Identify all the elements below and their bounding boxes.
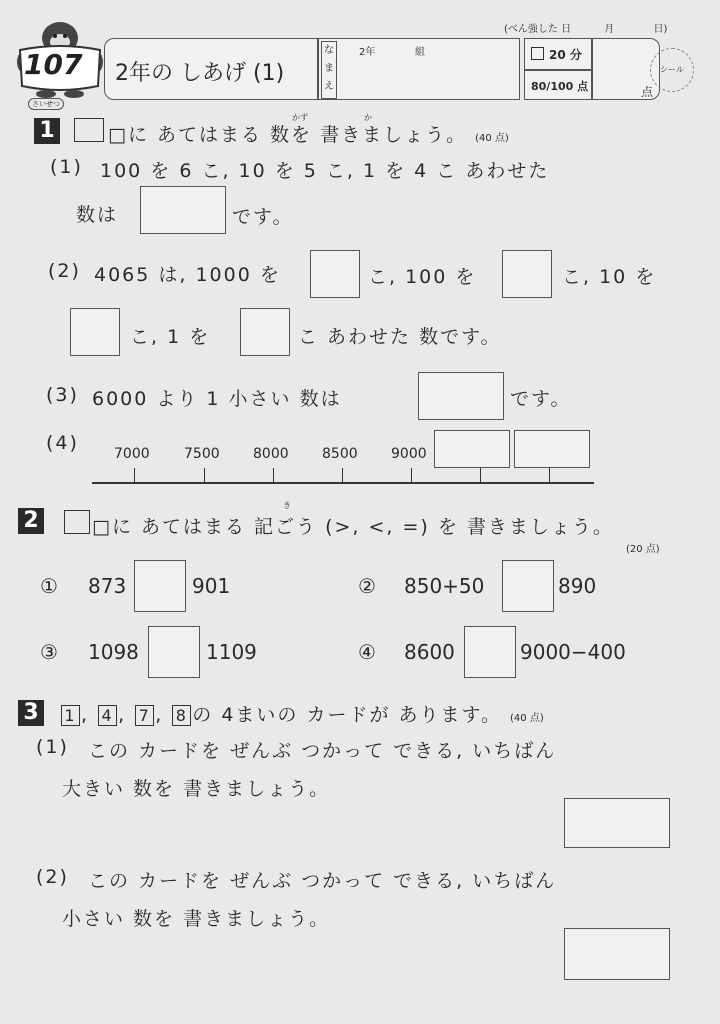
tick-label: 7000	[114, 446, 150, 462]
number-card: 7	[135, 705, 154, 726]
q2-item-label: ③	[40, 640, 58, 664]
review-label: さいせつ	[28, 98, 64, 110]
unit-number: 107	[24, 48, 83, 81]
q2-item-left: 1098	[88, 640, 139, 664]
answer-box-q1-1[interactable]	[140, 186, 226, 234]
q2-item-right: 901	[192, 574, 231, 598]
answer-box-q3-2[interactable]	[564, 928, 670, 980]
ruby-ki: き	[283, 501, 291, 510]
tick-label: 9000	[391, 446, 427, 462]
q2-item-label: ④	[358, 640, 376, 664]
q1-2-text-b: こ, 100 を	[368, 266, 477, 288]
q2-points: (20 点)	[626, 544, 660, 555]
q2-item-left: 873	[88, 574, 127, 598]
q1-2-text-a: 4065 は, 1000 を	[94, 264, 281, 286]
q1-3-label: (3)	[46, 384, 79, 406]
title-box	[104, 38, 318, 100]
answer-box-q1-2-thousands[interactable]	[310, 250, 360, 298]
number-card: 1	[61, 705, 80, 726]
time-box	[524, 38, 592, 70]
ruby-kazu: かず	[292, 113, 308, 122]
q3-2-label: (2)	[36, 866, 69, 888]
answer-box-q1-2-hundreds[interactable]	[502, 250, 552, 298]
answer-box-q2-3[interactable]	[148, 626, 200, 678]
q2-item-right: 1109	[206, 640, 257, 664]
number-line	[92, 482, 594, 484]
q1-points: (40 点)	[475, 133, 509, 144]
q1-2-text-c: こ, 10 を	[562, 266, 657, 288]
q2-instruction: □に あてはまる 記ごう (>, <, =) を 書きましょう。	[92, 516, 614, 538]
sticker-area	[650, 48, 694, 92]
section-2-number: 2	[18, 508, 44, 534]
q2-item-right: 890	[558, 574, 597, 598]
seal-label: シール	[660, 65, 684, 74]
number-card: 8	[172, 705, 191, 726]
q3-instruction: 1 , 4 , 7 , 8 の 4まいの カードが あります。 (40 点)	[60, 700, 544, 727]
q2-item-right: 9000−400	[520, 640, 626, 664]
pass-score: 80/100 点	[531, 80, 589, 93]
study-date-label: (べん強した 日 月 日)	[504, 24, 668, 35]
answer-box-q2-2[interactable]	[502, 560, 554, 612]
q1-4-label: (4)	[46, 432, 79, 454]
q2-item-left: 850+50	[404, 574, 485, 598]
q1-2-text-e: こ あわせた 数です。	[298, 326, 502, 348]
q1-1-text3: です。	[232, 206, 294, 228]
q3-1-text: この カードを ぜんぶ つかって できる, いちばん	[88, 740, 557, 762]
q1-instruction: □に あてはまる 数を 書きましょう。 (40 点)	[108, 124, 509, 146]
answer-box-q3-1[interactable]	[564, 798, 670, 848]
clock-icon	[531, 47, 544, 60]
q3-1-text2: 大きい 数を 書きましょう。	[62, 778, 331, 800]
q2-item-label: ②	[358, 574, 376, 598]
class-label: 組	[415, 47, 425, 58]
section-1-number: 1	[34, 118, 60, 144]
score-unit: 点	[641, 85, 654, 99]
q2-item-left: 8600	[404, 640, 455, 664]
section-3-number: 3	[18, 700, 44, 726]
q3-2-text: この カードを ぜんぶ つかって できる, いちばん	[88, 870, 557, 892]
q1-1-text2: 数は	[76, 204, 119, 226]
q3-points: (40 点)	[510, 713, 544, 724]
q1-3-text-a: 6000 より 1 小さい 数は	[92, 388, 342, 410]
answer-box-q2-1[interactable]	[134, 560, 186, 612]
q1-1-label: (1)	[50, 156, 83, 178]
q3-2-text2: 小さい 数を 書きましょう。	[62, 908, 331, 930]
blank-square-icon	[64, 510, 90, 534]
q1-3-text-b: です。	[510, 388, 572, 410]
blank-square-icon	[74, 118, 104, 142]
answer-box-q1-4-b[interactable]	[514, 430, 590, 468]
answer-box-q1-2-ones[interactable]	[240, 308, 290, 356]
name-field[interactable]	[318, 38, 520, 100]
q1-2-label: (2)	[48, 260, 81, 282]
time-value: 20 分	[549, 48, 582, 62]
grade-label: 2年	[359, 47, 376, 58]
answer-box-q1-3[interactable]	[418, 372, 504, 420]
q1-1-text: 100 を 6 こ, 10 を 5 こ, 1 を 4 こ あわせた	[100, 160, 550, 182]
tick-label: 8000	[253, 446, 289, 462]
answer-box-q2-4[interactable]	[464, 626, 516, 678]
ruby-ka: か	[364, 113, 372, 122]
q2-item-label: ①	[40, 574, 58, 598]
page-title: 2年の しあげ (1)	[115, 61, 285, 86]
tick-label: 7500	[184, 446, 220, 462]
answer-box-q1-4-a[interactable]	[434, 430, 510, 468]
q1-2-text-d: こ, 1 を	[130, 326, 211, 348]
answer-box-q1-2-tens[interactable]	[70, 308, 120, 356]
q3-1-label: (1)	[36, 736, 69, 758]
name-label: なまえ	[321, 41, 337, 99]
number-card: 4	[98, 705, 117, 726]
pass-score-box	[524, 70, 592, 100]
tick-label: 8500	[322, 446, 358, 462]
